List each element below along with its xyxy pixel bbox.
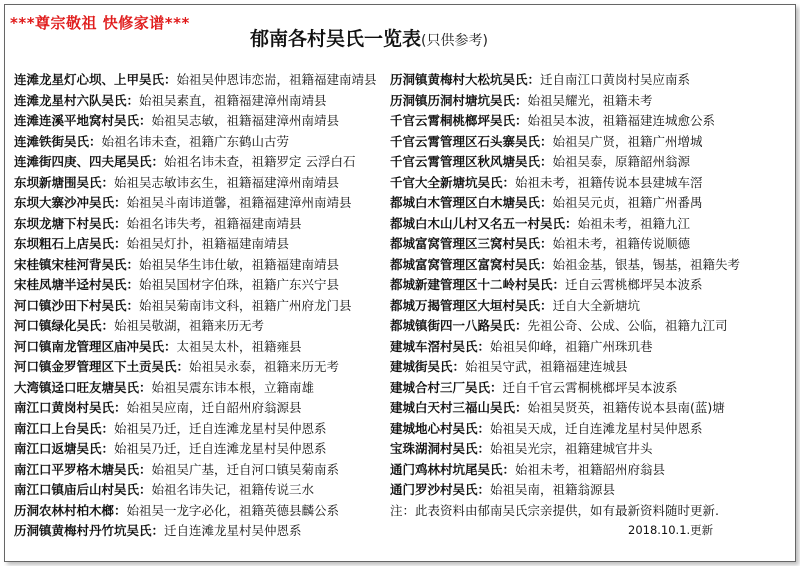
ancestor-desc: 始祖吴敬湖，祖籍来历无考 <box>114 318 265 333</box>
ancestor-desc: 始祖吴光宗，祖籍建城官井头 <box>490 441 653 456</box>
ancestor-desc: 始祖吴志敏讳玄生，祖籍福建漳州南靖县 <box>114 174 340 190</box>
list-item <box>390 173 780 194</box>
list-item <box>390 275 780 296</box>
separator: ： <box>477 338 491 354</box>
ancestor-desc: 始祖吴乃迁，迁自连滩龙星村吴仲恩系 <box>114 441 327 456</box>
village-name: 宋桂镇宋桂河背吴氏 <box>14 256 127 272</box>
village-name: 连滩龙星灯心坝、上甲吴氏 <box>14 72 165 87</box>
list-item <box>14 419 380 440</box>
separator: ： <box>101 174 115 190</box>
ancestor-desc: 始祖未考，祖籍传说顺德 <box>552 236 691 251</box>
right-column <box>390 70 780 521</box>
village-name: 宋桂凤塘半迳村吴氏 <box>14 277 127 292</box>
village-name: 南江口上台吴氏 <box>14 420 102 436</box>
separator: ： <box>515 113 528 128</box>
separator: ： <box>502 174 516 190</box>
ancestor-desc: 始祖吴泰，原籍韶州翁源 <box>552 154 691 169</box>
ancestor-desc: 始祖未考，祖籍传说本县建城车滘 <box>515 174 703 190</box>
ancestor-desc: 始祖名讳未查，祖籍广东鹤山古劳 <box>101 133 290 149</box>
village-name: 东坝新塘围吴氏 <box>14 174 102 190</box>
village-name: 都城富窝管理区富窝村吴氏 <box>390 256 541 272</box>
separator: ： <box>515 400 528 415</box>
list-item <box>390 255 780 276</box>
village-name: 历洞镇黄梅村大松坑吴氏 <box>390 72 528 87</box>
list-item <box>390 193 780 214</box>
list-item <box>390 111 780 132</box>
separator: ： <box>490 379 503 395</box>
ancestor-desc: 始祖吴仰峰，祖籍广州珠玑巷 <box>490 338 653 354</box>
separator: ： <box>477 420 491 436</box>
village-name: 宝珠湖洞村吴氏 <box>390 441 478 456</box>
ancestor-desc: 始祖吴广基，迁自河口镇吴菊南系 <box>151 461 340 477</box>
ancestor-desc: 始祖吴仲恩讳恋耑，祖籍福建南靖县 <box>176 72 377 87</box>
separator: ： <box>552 277 566 292</box>
village-name: 历洞镇黄梅村丹竹坑吴氏 <box>14 523 152 538</box>
ancestor-desc: 始祖吴素直，祖籍福建漳州南靖县 <box>139 92 327 108</box>
separator: ： <box>540 133 553 149</box>
ancestor-desc: 始祖吴华生讳仕敏，祖籍福建南靖县 <box>139 256 340 272</box>
ancestor-desc: 迁自云霄桃榔坪吴本波系 <box>565 277 703 292</box>
village-name: 大湾镇迳口旺友塘吴氏 <box>14 379 140 395</box>
ancestor-desc: 始祖吴贤英，祖籍传说本县南(蓝)塘 <box>527 400 725 415</box>
separator: ： <box>164 338 177 354</box>
ancestor-desc: 始祖金基，银基，锡基，祖籍失考 <box>552 256 741 272</box>
village-name: 千官云霄桐桃榔坪吴氏 <box>390 113 516 128</box>
village-name: 建城地心村吴氏 <box>390 420 478 436</box>
list-item <box>14 480 380 501</box>
separator: ： <box>139 113 152 128</box>
list-item <box>14 357 380 378</box>
list-item <box>14 460 380 481</box>
ancestor-desc: 始祖吴乃迁，迁自连滩龙星村吴仲恩系 <box>114 420 327 436</box>
list-item <box>14 296 380 317</box>
village-name: 河口镇沙田下村吴氏 <box>14 297 127 313</box>
ancestor-desc: 始祖吴本波，祖籍福建连城愈公系 <box>527 113 716 128</box>
ancestor-desc: 迁自南江口黄岗村吴应南系 <box>540 72 691 87</box>
list-item <box>390 132 780 153</box>
list-item <box>14 275 380 296</box>
village-name: 河口镇金罗管理区下土贡吴氏 <box>14 359 177 374</box>
update-date: 2018.10.1.更新 <box>628 523 714 537</box>
separator: ： <box>126 277 140 292</box>
ancestor-desc: 始祖吴天成，迁自连滩龙星村吴仲恩系 <box>490 420 703 436</box>
list-item <box>14 173 380 194</box>
ancestor-desc: 始祖名讳失考，祖籍福建南靖县 <box>126 215 302 231</box>
ancestor-desc: 太祖吴太朴，祖籍雍县 <box>176 338 302 354</box>
separator: ： <box>114 400 127 415</box>
village-name: 历洞农林村柏木榔 <box>14 502 115 518</box>
village-name: 通门罗沙村吴氏 <box>390 482 478 497</box>
village-name: 南江口平罗格木塘吴氏 <box>14 461 140 477</box>
list-item <box>14 316 380 337</box>
list-item <box>14 70 380 91</box>
separator: ： <box>515 318 528 333</box>
ancestor-desc: 始祖吴震东讳本根，立籍南雄 <box>151 379 315 395</box>
ancestor-desc: 始祖吴守武，祖籍福建连城县 <box>465 359 628 374</box>
ancestor-desc: 始祖吴应南，迁自韶州府翁源县 <box>126 400 302 415</box>
separator: ： <box>540 154 553 169</box>
village-name: 都城富窝管理区三窝村吴氏 <box>390 236 541 251</box>
village-name: 河口镇绿化吴氏 <box>14 318 102 333</box>
village-name: 南江口镇庙后山村吴氏 <box>14 482 140 497</box>
village-name: 千官大全新塘坑吴氏 <box>390 174 503 190</box>
list-item <box>14 439 380 460</box>
separator: ： <box>114 215 127 231</box>
list-item <box>14 521 380 542</box>
separator: ： <box>477 441 491 456</box>
ancestor-desc: 先祖公奇、公成、公临，祖籍九江司 <box>527 318 728 333</box>
ancestor-desc: 始祖吴志敏，祖籍福建漳州南靖县 <box>151 113 340 128</box>
list-item <box>14 234 380 255</box>
page-subtitle: (只供参考) <box>421 33 488 49</box>
village-name: 历洞镇历洞村塘坑吴氏 <box>390 92 516 108</box>
separator: ： <box>114 195 127 210</box>
separator: ： <box>101 441 115 456</box>
list-item <box>14 111 380 132</box>
ancestor-desc: 始祖名讳未查，祖籍罗定 云浮白石 <box>164 154 356 169</box>
separator: ： <box>540 195 553 210</box>
separator: ： <box>101 318 115 333</box>
village-name: 东坝大寨沙冲吴氏 <box>14 195 115 210</box>
ancestor-desc: 始祖吴元贞，祖籍广州番禺 <box>552 195 703 210</box>
page-title: 郁南各村吴氏一览表 <box>250 28 422 50</box>
separator: ： <box>114 236 127 251</box>
list-item <box>14 255 380 276</box>
ancestor-desc: 始祖吴国材字伯珠，祖籍广东兴宁县 <box>139 277 340 292</box>
separator: ： <box>101 420 115 436</box>
left-column <box>14 70 380 542</box>
ancestor-desc: 始祖吴广贤，祖籍广州增城 <box>552 133 703 149</box>
separator: ： <box>540 256 553 272</box>
list-item <box>14 378 380 399</box>
ancestor-desc: 始祖吴斗南讳道馨，祖籍福建漳州南靖县 <box>126 195 352 210</box>
list-item <box>390 152 780 173</box>
list-item <box>14 337 380 358</box>
village-name: 千官云霄管理区石头寨吴氏 <box>390 133 541 149</box>
separator: ： <box>565 215 578 231</box>
separator: ： <box>515 92 528 108</box>
list-item <box>390 70 780 91</box>
ancestor-desc: 始祖吴一龙字必化，祖籍英德县麟公系 <box>126 502 340 518</box>
village-name: 南江口返塘吴氏 <box>14 441 102 456</box>
ancestor-desc: 迁自千官云霄桐桃榔坪吴本波系 <box>502 379 678 395</box>
separator: ： <box>114 502 127 518</box>
separator: ： <box>452 359 466 374</box>
ancestor-desc: 始祖名讳失记，祖籍传说三水 <box>151 482 315 497</box>
list-item <box>390 214 780 235</box>
separator: ： <box>139 379 152 395</box>
list-item <box>390 398 780 419</box>
village-name: 都城万揭管理区大垣村吴氏 <box>390 297 541 313</box>
village-name: 连滩铁街吴氏 <box>14 133 90 149</box>
village-name: 都城新建管理区十二岭村吴氏 <box>390 277 553 292</box>
separator: ： <box>540 236 553 251</box>
list-item <box>390 337 780 358</box>
title-block <box>250 24 488 51</box>
village-name: 连滩龙星村六队吴氏 <box>14 92 127 108</box>
separator: ： <box>126 256 140 272</box>
ancestor-desc: 迁自大全新塘坑 <box>552 297 641 313</box>
village-name: 通门鸡林村坑尾吴氏 <box>390 461 503 477</box>
list-item <box>14 152 380 173</box>
ancestor-desc: 始祖吴南，祖籍翁源县 <box>490 482 616 497</box>
separator: ： <box>502 461 516 477</box>
list-item <box>14 398 380 419</box>
note: 注：此表资料由郁南吴氏宗亲提供，如有最新资料随时更新. <box>390 502 719 518</box>
separator: ： <box>89 133 102 149</box>
separator: ： <box>126 92 140 108</box>
list-item <box>390 316 780 337</box>
list-item <box>390 357 780 378</box>
ancestor-desc: 始祖吴菊南讳文科，祖籍广州府龙门县 <box>139 297 352 313</box>
list-item <box>390 296 780 317</box>
separator: ： <box>139 482 152 497</box>
list-item <box>14 193 380 214</box>
separator: ： <box>126 297 140 313</box>
separator: ： <box>540 297 553 313</box>
village-name: 都城镇街四一八路吴氏 <box>390 318 516 333</box>
ancestor-desc: 始祖未考，祖籍韶州府翁县 <box>515 461 666 477</box>
village-name: 河口镇南龙管理区庙冲吴氏 <box>14 338 165 354</box>
village-name: 建城街吴氏 <box>390 359 453 374</box>
village-name: 东坝龙塘下村吴氏 <box>14 215 115 231</box>
ancestor-desc: 迁自连滩龙星村吴仲恩系 <box>164 523 302 538</box>
list-item <box>14 214 380 235</box>
village-name: 建城车滘村吴氏 <box>390 338 478 354</box>
village-name: 建城白天村三福山吴氏 <box>390 400 516 415</box>
village-name: 南江口黄岗村吴氏 <box>14 400 115 415</box>
village-name: 东坝粗石上店吴氏 <box>14 236 115 251</box>
village-name: 都城白木管理区白木塘吴氏 <box>390 195 541 210</box>
village-name: 连滩街四庚、四夫尾吴氏 <box>14 154 152 169</box>
ancestor-desc: 始祖未考，祖籍九江 <box>577 215 691 231</box>
list-item <box>14 91 380 112</box>
list-item <box>390 439 780 460</box>
list-item <box>390 419 780 440</box>
separator: ： <box>176 359 190 374</box>
separator: ： <box>151 154 165 169</box>
banner-slogan: ***尊宗敬祖 快修家谱*** <box>10 14 190 32</box>
list-item <box>390 234 780 255</box>
village-name: 连滩连溪平地窝村吴氏 <box>14 113 140 128</box>
list-item <box>14 501 380 522</box>
list-item <box>14 132 380 153</box>
separator: ： <box>477 482 491 497</box>
separator: ： <box>151 523 165 538</box>
village-name: 千官云霄管理区秋风塘吴氏 <box>390 154 541 169</box>
ancestor-desc: 始祖吴灯扑，祖籍福建南靖县 <box>126 236 290 251</box>
separator: ： <box>139 461 152 477</box>
list-item <box>390 378 780 399</box>
separator: ： <box>164 72 177 87</box>
village-name: 都城白木山儿村又名五一村吴氏 <box>390 215 566 231</box>
list-item <box>390 91 780 112</box>
list-item <box>390 460 780 481</box>
separator: ： <box>527 72 541 87</box>
ancestor-desc: 始祖吴永泰，祖籍来历无考 <box>189 359 340 374</box>
ancestor-desc: 始祖吴耀光，祖籍未考 <box>527 92 653 108</box>
list-item <box>390 480 780 501</box>
village-name: 建城合村三厂吴氏 <box>390 379 491 395</box>
